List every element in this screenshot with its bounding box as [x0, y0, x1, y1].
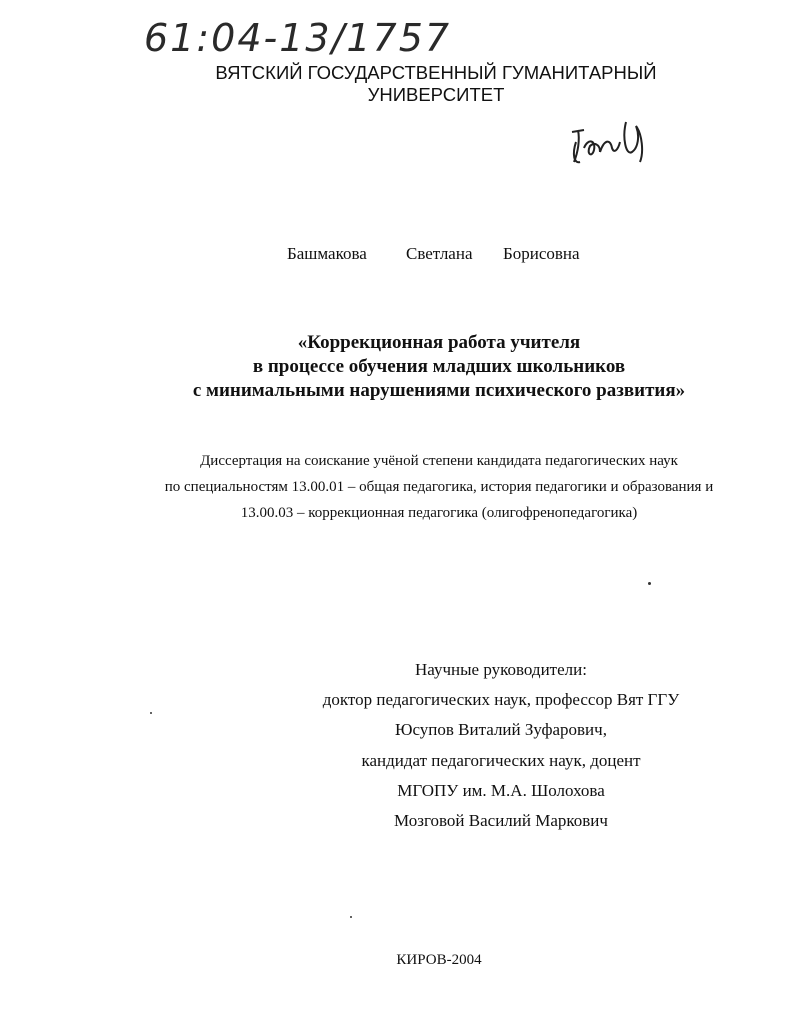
signature-scribble [566, 112, 652, 170]
university-name-line2: УНИВЕРСИТЕТ [367, 84, 505, 105]
description-line2: по специальностям 13.00.01 – общая педагогика, история педагогики и образования и [164, 479, 714, 495]
scan-speck [350, 916, 352, 918]
author-patronymic: Борисовна [503, 244, 580, 263]
archive-code-handwritten: 61:04-13/1757 [144, 16, 452, 60]
supervisor2-position: кандидат педагогических наук, доцент [361, 751, 641, 770]
city-year: КИРОВ-2004 [396, 952, 482, 968]
university-name-line1: ВЯТСКИЙ ГОСУДАРСТВЕННЫЙ ГУМАНИТАРНЫЙ [215, 62, 657, 83]
supervisor2-affiliation: МГОПУ им. М.А. Шолохова [397, 781, 605, 800]
author-surname: Башмакова [287, 244, 367, 263]
title-line1: «Коррекционная работа учителя [297, 332, 581, 353]
scan-speck [150, 712, 152, 714]
author-name: Светлана [406, 244, 473, 263]
description-line1: Диссертация на соискание учёной степени кандидата педагогических наук [200, 453, 678, 469]
title-line2: в процессе обучения младших школьников [252, 356, 626, 377]
scan-speck [648, 582, 651, 585]
supervisor1-name: Юсупов Виталий Зуфарович, [395, 720, 607, 739]
supervisor2-name: Мозговой Василий Маркович [394, 811, 608, 830]
description-line3: 13.00.03 – коррекционная педагогика (олигофренопедагогика) [240, 505, 638, 521]
title-line3: с минимальными нарушениями психического развития» [192, 380, 686, 401]
supervisor1-position: доктор педагогических наук, профессор Вят ГГУ [322, 690, 680, 709]
supervisors-heading: Научные руководители: [415, 660, 587, 679]
